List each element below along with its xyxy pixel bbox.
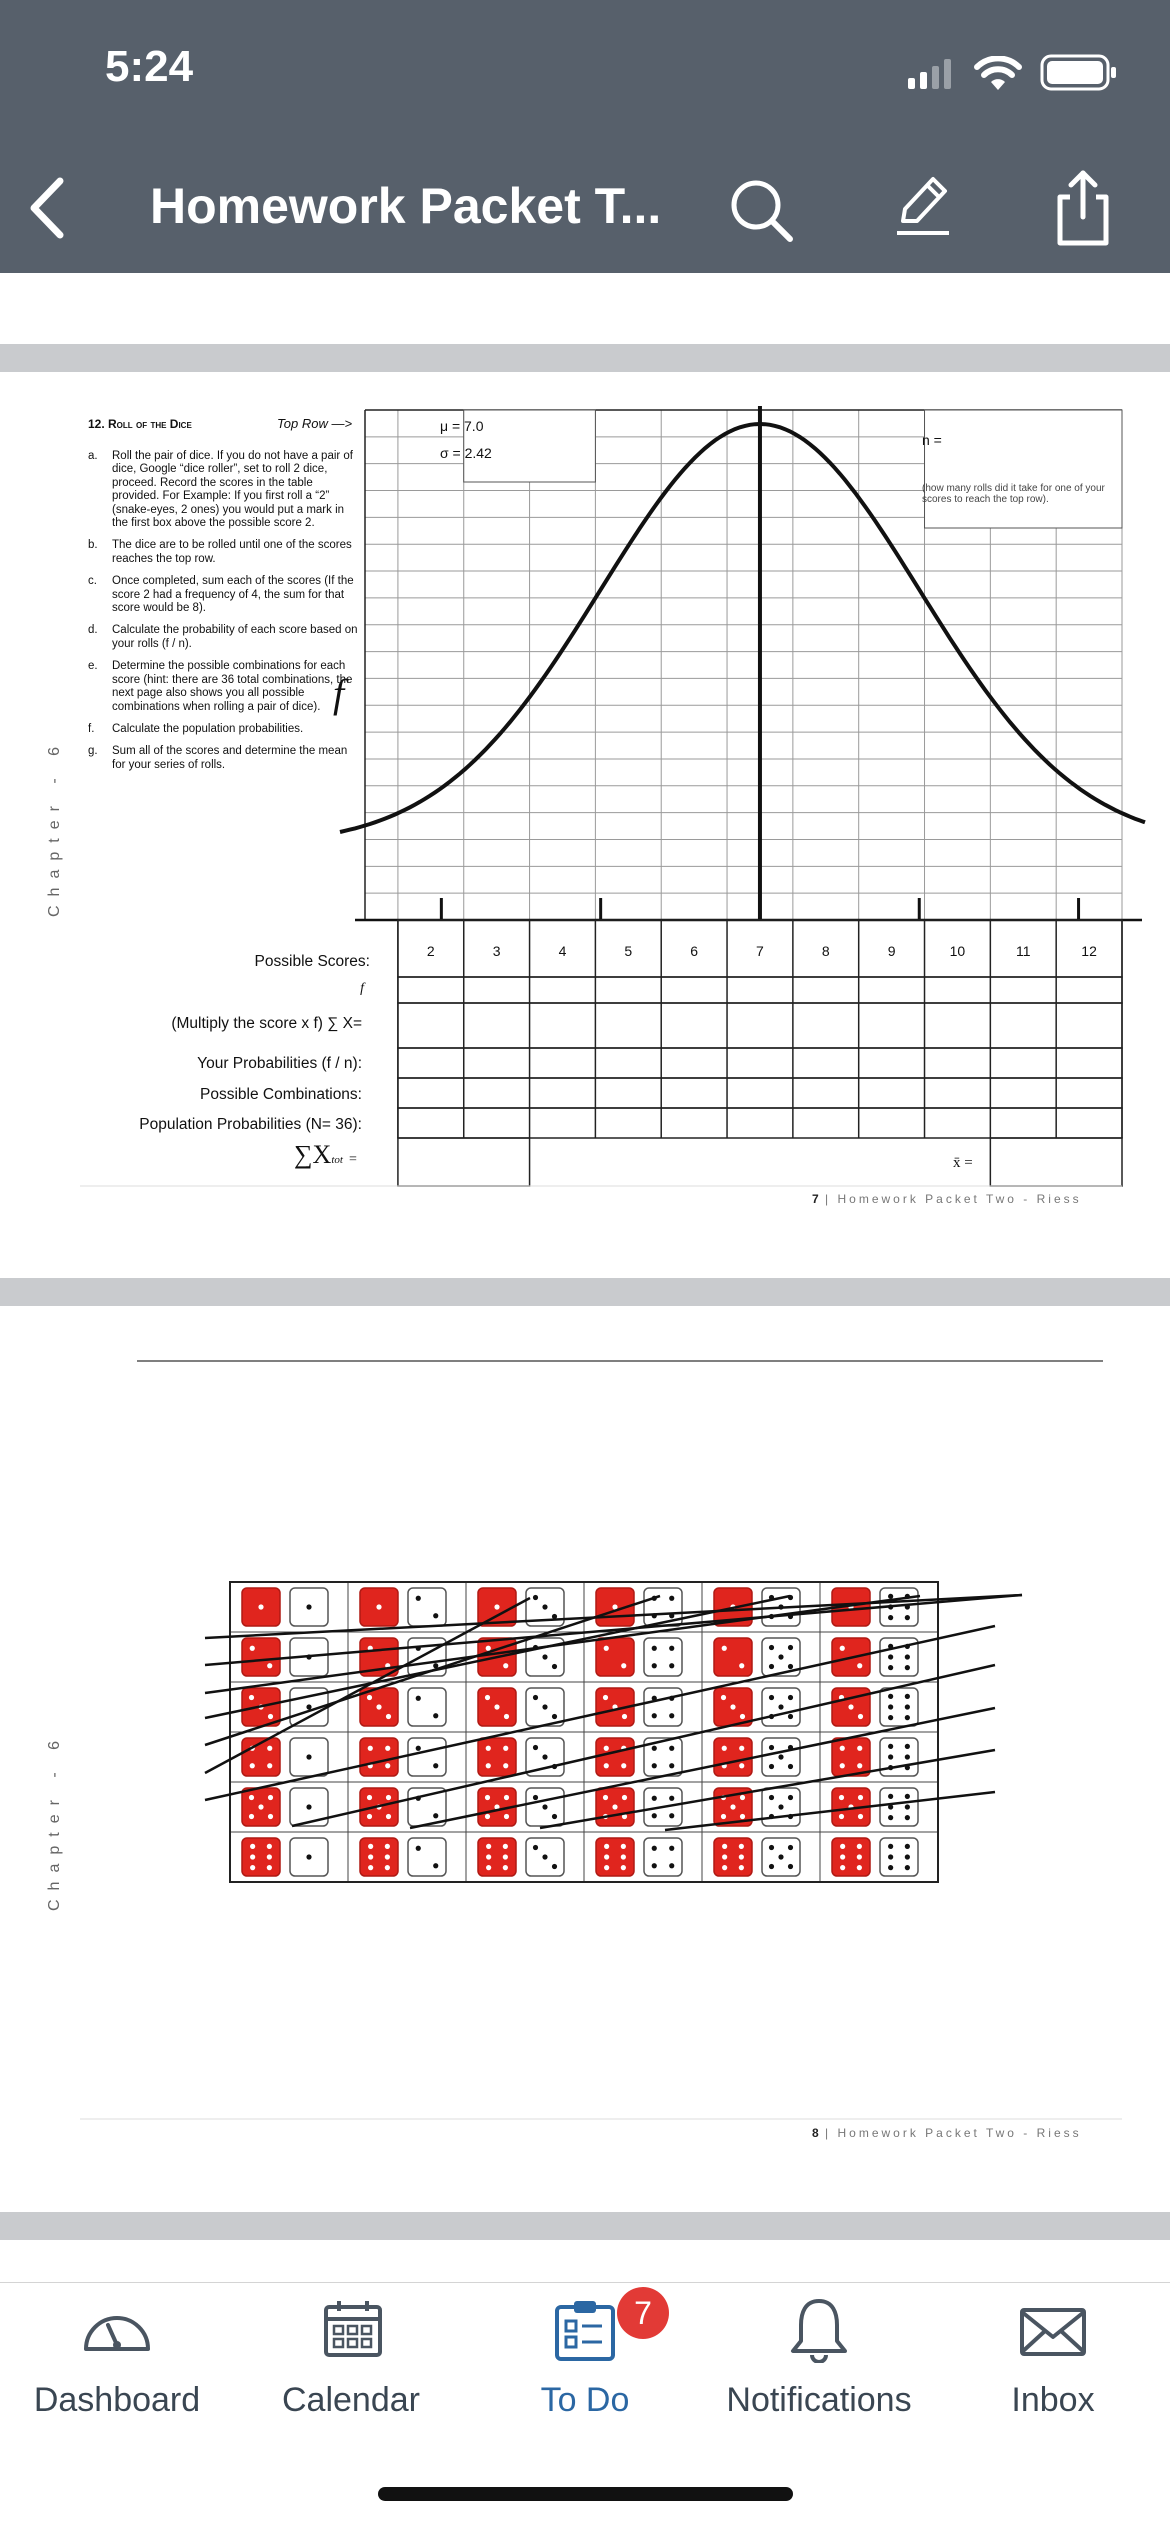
- score-label: 12: [1081, 943, 1097, 959]
- die-pip: [905, 1665, 910, 1670]
- die-pip: [385, 1854, 390, 1859]
- die-pip: [604, 1865, 609, 1870]
- die-pip: [552, 1714, 557, 1719]
- die-pip: [840, 1854, 845, 1859]
- die-pip: [367, 1695, 372, 1700]
- die-pip: [416, 1596, 421, 1601]
- die-pip: [840, 1865, 845, 1870]
- die-pip: [722, 1844, 727, 1849]
- red-die: [360, 1738, 398, 1776]
- white-die: [408, 1688, 446, 1726]
- die-pip: [367, 1814, 372, 1819]
- die-pip: [542, 1804, 547, 1809]
- die-pip: [858, 1795, 863, 1800]
- die-pip: [669, 1596, 674, 1601]
- die-pip: [778, 1854, 783, 1859]
- die-pip: [778, 1704, 783, 1709]
- die-pip: [385, 1746, 390, 1751]
- die-pip: [857, 1763, 862, 1768]
- die-pip: [788, 1864, 793, 1869]
- score-label: 6: [690, 943, 699, 959]
- die-pip: [249, 1695, 254, 1700]
- die-pip: [621, 1663, 626, 1668]
- die-pip: [268, 1814, 273, 1819]
- die-pip: [503, 1746, 508, 1751]
- tab-label: Calendar: [282, 2381, 420, 2419]
- todo-count-badge: 7: [617, 2287, 669, 2339]
- die-pip: [486, 1854, 491, 1859]
- score-label: 7: [756, 943, 764, 959]
- die-pip: [249, 1814, 254, 1819]
- red-die: [360, 1838, 398, 1876]
- die-pip: [621, 1865, 626, 1870]
- die-pip: [857, 1844, 862, 1849]
- die-pip: [267, 1844, 272, 1849]
- die-pip: [905, 1754, 910, 1759]
- instruction-letter: e.: [88, 660, 98, 673]
- die-pip: [888, 1615, 893, 1620]
- die-pip: [840, 1746, 845, 1751]
- score-label: 9: [887, 943, 896, 959]
- side-caption: Chapter - 6: [46, 1731, 63, 1911]
- tab-label: Inbox: [1011, 2381, 1095, 2419]
- bell-icon: [787, 2297, 851, 2363]
- die-pip: [306, 1854, 311, 1859]
- score-label: 3: [492, 943, 501, 959]
- die-pip: [621, 1763, 626, 1768]
- die-pip: [840, 1763, 845, 1768]
- die-pip: [416, 1696, 421, 1701]
- white-die: [880, 1688, 918, 1726]
- die-pip: [485, 1695, 490, 1700]
- instruction-letter: b.: [88, 539, 98, 552]
- die-pip: [486, 1646, 491, 1651]
- die-pip: [652, 1813, 657, 1818]
- die-pip: [376, 1604, 381, 1609]
- die-pip: [503, 1865, 508, 1870]
- calendar-icon: [323, 2299, 383, 2359]
- instruction-text: Calculate the probability of each score based on your rolls (f / n).: [112, 624, 358, 650]
- top-row-label: Top Row —>: [277, 416, 353, 431]
- white-die: [880, 1738, 918, 1776]
- die-pip: [533, 1795, 538, 1800]
- tab-label: Notifications: [726, 2381, 912, 2419]
- die-pip: [769, 1845, 774, 1850]
- die-pip: [839, 1814, 844, 1819]
- die-pip: [722, 1746, 727, 1751]
- die-pip: [250, 1844, 255, 1849]
- die-pip: [778, 1804, 783, 1809]
- instruction-text: Once completed, sum each of the scores (If the score 2 had a frequency of 4, the sum for that score would be 8).: [112, 575, 354, 615]
- die-pip: [622, 1714, 627, 1719]
- row-label-combinations: Possible Combinations:: [200, 1086, 362, 1103]
- f-axis-label: f: [333, 671, 345, 716]
- die-pip: [250, 1763, 255, 1768]
- white-die: [880, 1838, 918, 1876]
- die-pip: [888, 1694, 893, 1699]
- page-title: Homework Packet T...: [150, 178, 662, 234]
- white-die: [880, 1788, 918, 1826]
- side-caption: Chapter - 6: [46, 737, 63, 917]
- dashboard-icon: [80, 2305, 154, 2355]
- die-pip: [267, 1746, 272, 1751]
- die-pip: [258, 1804, 263, 1809]
- die-pip: [433, 1613, 438, 1618]
- die-pip: [888, 1854, 893, 1859]
- die-pip: [769, 1645, 774, 1650]
- page-gap: [0, 2212, 1170, 2240]
- die-pip: [905, 1865, 910, 1870]
- die-pip: [769, 1695, 774, 1700]
- die-pip: [267, 1663, 272, 1668]
- die-pip: [533, 1845, 538, 1850]
- red-die: [242, 1838, 280, 1876]
- die-pip: [416, 1846, 421, 1851]
- die-pip: [848, 1704, 853, 1709]
- die-pip: [306, 1604, 311, 1609]
- red-die: [478, 1738, 516, 1776]
- instruction-letter: c.: [88, 575, 97, 588]
- die-pip: [268, 1795, 273, 1800]
- die-pip: [250, 1646, 255, 1651]
- die-pip: [905, 1804, 910, 1809]
- die-pip: [669, 1746, 674, 1751]
- die-pip: [721, 1814, 726, 1819]
- die-pip: [739, 1746, 744, 1751]
- die-pip: [652, 1763, 657, 1768]
- die-pip: [788, 1795, 793, 1800]
- die-pip: [267, 1865, 272, 1870]
- row-label-possible-scores: Possible Scores:: [254, 953, 370, 970]
- die-pip: [652, 1846, 657, 1851]
- score-label: 10: [949, 943, 966, 959]
- die-pip: [552, 1814, 557, 1819]
- die-pip: [788, 1645, 793, 1650]
- die-pip: [888, 1654, 893, 1659]
- die-pip: [604, 1746, 609, 1751]
- die-pip: [433, 1763, 438, 1768]
- die-pip: [788, 1695, 793, 1700]
- white-die: [644, 1838, 682, 1876]
- die-pip: [603, 1695, 608, 1700]
- die-pip: [552, 1664, 557, 1669]
- die-pip: [250, 1865, 255, 1870]
- die-pip: [621, 1854, 626, 1859]
- die-pip: [769, 1664, 774, 1669]
- die-pip: [857, 1865, 862, 1870]
- tab-dashboard[interactable]: [0, 2283, 234, 2473]
- status-time: 5:24: [105, 42, 194, 91]
- die-pip: [769, 1795, 774, 1800]
- die-pip: [857, 1854, 862, 1859]
- red-die: [596, 1738, 634, 1776]
- die-pip: [669, 1796, 674, 1801]
- die-pip: [778, 1754, 783, 1759]
- die-pip: [888, 1594, 893, 1599]
- red-die: [242, 1638, 280, 1676]
- die-pip: [888, 1865, 893, 1870]
- row-label-your-prob: Your Probabilities (f / n):: [197, 1055, 362, 1072]
- die-pip: [622, 1795, 627, 1800]
- die-pip: [839, 1795, 844, 1800]
- die-pip: [604, 1854, 609, 1859]
- die-pip: [857, 1663, 862, 1668]
- die-pip: [730, 1804, 735, 1809]
- die-pip: [652, 1796, 657, 1801]
- score-label: 5: [624, 943, 633, 959]
- die-pip: [740, 1814, 745, 1819]
- die-pip: [888, 1754, 893, 1759]
- die-pip: [306, 1754, 311, 1759]
- die-pip: [740, 1795, 745, 1800]
- instruction-text: Roll the pair of dice. If you do not have a pair of dice, Google “dice roller”, set to roll 2 dice, proceed. Record the scores in the table provided. For Example: If you first roll a “2” (snake-eyes, 2 ones) you would put a mark in the first box above the possible score 2.: [112, 450, 354, 530]
- die-pip: [250, 1854, 255, 1859]
- die-pip: [368, 1746, 373, 1751]
- white-die: [408, 1838, 446, 1876]
- die-pip: [386, 1795, 391, 1800]
- die-pip: [533, 1745, 538, 1750]
- die-pip: [905, 1844, 910, 1849]
- die-pip: [722, 1854, 727, 1859]
- die-pip: [905, 1854, 910, 1859]
- white-die: [408, 1788, 446, 1826]
- white-die: [408, 1588, 446, 1626]
- die-pip: [788, 1764, 793, 1769]
- die-pip: [486, 1844, 491, 1849]
- die-pip: [503, 1663, 508, 1668]
- die-pip: [669, 1863, 674, 1868]
- die-pip: [888, 1815, 893, 1820]
- die-pip: [669, 1813, 674, 1818]
- row-label-multiply: (Multiply the score x f) ∑ X=: [171, 1015, 362, 1032]
- die-pip: [485, 1795, 490, 1800]
- white-die: [408, 1738, 446, 1776]
- n-note: (how many rolls did it take for one of your scores to reach the top row).: [922, 483, 1105, 505]
- die-pip: [905, 1615, 910, 1620]
- tab-inbox[interactable]: [936, 2283, 1170, 2473]
- sigma-label: σ = 2.42: [440, 445, 492, 461]
- die-pip: [769, 1745, 774, 1750]
- die-pip: [669, 1663, 674, 1668]
- die-pip: [905, 1794, 910, 1799]
- die-pip: [905, 1815, 910, 1820]
- instruction-text: Calculate the population probabilities.: [112, 722, 304, 735]
- tab-notifications[interactable]: [702, 2283, 936, 2473]
- die-pip: [268, 1714, 273, 1719]
- page-footer: 8 | Homework Packet Two - Riess: [812, 2126, 1082, 2140]
- die-pip: [739, 1663, 744, 1668]
- tab-calendar[interactable]: [234, 2283, 468, 2473]
- red-die: [478, 1838, 516, 1876]
- instruction-letter: g.: [88, 745, 98, 758]
- die-pip: [669, 1646, 674, 1651]
- die-pip: [552, 1864, 557, 1869]
- instruction-text: The dice are to be rolled until one of the scores reaches the top row.: [112, 539, 352, 565]
- die-pip: [604, 1646, 609, 1651]
- die-pip: [652, 1646, 657, 1651]
- die-pip: [542, 1854, 547, 1859]
- die-pip: [386, 1814, 391, 1819]
- die-pip: [494, 1704, 499, 1709]
- instruction-text: Determine the possible combinations for each score (hint: there are 36 total combinations, the next page also shows you all possible combinations when rolling a pair of dice).: [112, 660, 353, 713]
- tab-label: Dashboard: [33, 2381, 201, 2419]
- die-pip: [604, 1844, 609, 1849]
- die-pip: [542, 1704, 547, 1709]
- die-pip: [652, 1746, 657, 1751]
- die-pip: [740, 1714, 745, 1719]
- die-pip: [386, 1714, 391, 1719]
- score-label: 2: [426, 943, 435, 959]
- red-die: [714, 1738, 752, 1776]
- die-pip: [858, 1714, 863, 1719]
- die-pip: [669, 1713, 674, 1718]
- die-pip: [542, 1754, 547, 1759]
- die-pip: [368, 1854, 373, 1859]
- die-pip: [739, 1865, 744, 1870]
- die-pip: [416, 1746, 421, 1751]
- die-pip: [368, 1844, 373, 1849]
- red-die: [714, 1838, 752, 1876]
- die-pip: [788, 1845, 793, 1850]
- die-pip: [486, 1746, 491, 1751]
- die-pip: [604, 1763, 609, 1768]
- die-pip: [888, 1744, 893, 1749]
- die-pip: [888, 1794, 893, 1799]
- die-pip: [730, 1704, 735, 1709]
- score-label: 8: [821, 943, 830, 959]
- die-pip: [888, 1704, 893, 1709]
- die-pip: [858, 1814, 863, 1819]
- die-pip: [905, 1715, 910, 1720]
- die-pip: [739, 1844, 744, 1849]
- die-pip: [385, 1865, 390, 1870]
- die-pip: [788, 1664, 793, 1669]
- die-pip: [905, 1704, 910, 1709]
- die-pip: [433, 1863, 438, 1868]
- score-label: 11: [1015, 943, 1031, 959]
- die-pip: [888, 1665, 893, 1670]
- die-pip: [612, 1604, 617, 1609]
- die-pip: [788, 1714, 793, 1719]
- die-pip: [249, 1795, 254, 1800]
- die-pip: [503, 1844, 508, 1849]
- die-pip: [603, 1795, 608, 1800]
- die-pip: [306, 1704, 311, 1709]
- instruction-letter: a.: [88, 450, 98, 462]
- die-pip: [385, 1844, 390, 1849]
- problem-heading: 12. Roll of the Dice: [88, 417, 192, 431]
- die-pip: [433, 1713, 438, 1718]
- die-pip: [486, 1763, 491, 1768]
- die-pip: [267, 1763, 272, 1768]
- die-pip: [739, 1854, 744, 1859]
- die-pip: [542, 1654, 547, 1659]
- die-pip: [504, 1795, 509, 1800]
- die-pip: [652, 1713, 657, 1718]
- sum-total-label: ∑Xtot =: [294, 1140, 357, 1169]
- red-die: [596, 1638, 634, 1676]
- die-pip: [722, 1865, 727, 1870]
- die-pip: [722, 1646, 727, 1651]
- inbox-icon: [1019, 2307, 1087, 2357]
- row-label-f: f: [360, 981, 364, 996]
- row-label-population: Population Probabilities (N= 36):: [139, 1116, 362, 1133]
- die-pip: [612, 1804, 617, 1809]
- die-pip: [504, 1714, 509, 1719]
- die-pip: [769, 1764, 774, 1769]
- mu-label: μ = 7.0: [440, 418, 484, 434]
- die-pip: [494, 1604, 499, 1609]
- die-pip: [485, 1814, 490, 1819]
- tab-label: To Do: [540, 2381, 630, 2419]
- die-pip: [905, 1654, 910, 1659]
- die-pip: [652, 1663, 657, 1668]
- die-pip: [306, 1804, 311, 1809]
- die-pip: [840, 1844, 845, 1849]
- die-pip: [905, 1694, 910, 1699]
- score-label: 4: [558, 943, 567, 959]
- instruction-text: Sum all of the scores and determine the mean for your series of rolls.: [112, 745, 348, 771]
- die-pip: [778, 1654, 783, 1659]
- white-die: [644, 1638, 682, 1676]
- die-pip: [533, 1695, 538, 1700]
- n-label: n =: [922, 432, 942, 448]
- home-indicator[interactable]: [378, 2487, 793, 2501]
- die-pip: [533, 1595, 538, 1600]
- red-die: [596, 1838, 634, 1876]
- die-pip: [367, 1795, 372, 1800]
- die-pip: [542, 1604, 547, 1609]
- red-die: [832, 1738, 870, 1776]
- die-pip: [739, 1763, 744, 1768]
- die-pip: [840, 1646, 845, 1651]
- die-pip: [376, 1704, 381, 1709]
- die-pip: [857, 1746, 862, 1751]
- page-footer: 7 | Homework Packet Two - Riess: [812, 1192, 1082, 1206]
- die-pip: [888, 1844, 893, 1849]
- red-die: [832, 1838, 870, 1876]
- die-pip: [368, 1865, 373, 1870]
- die-pip: [504, 1814, 509, 1819]
- die-pip: [769, 1864, 774, 1869]
- die-pip: [888, 1715, 893, 1720]
- die-pip: [652, 1863, 657, 1868]
- die-pip: [258, 1604, 263, 1609]
- die-pip: [669, 1846, 674, 1851]
- die-pip: [669, 1763, 674, 1768]
- red-die: [714, 1638, 752, 1676]
- die-pip: [503, 1854, 508, 1859]
- die-pip: [503, 1763, 508, 1768]
- die-pip: [486, 1865, 491, 1870]
- instruction-letter: f.: [88, 722, 95, 735]
- die-pip: [433, 1813, 438, 1818]
- die-pip: [905, 1744, 910, 1749]
- die-pip: [267, 1854, 272, 1859]
- xbar-label: x̄ =: [953, 1155, 973, 1171]
- white-die: [644, 1688, 682, 1726]
- todo-icon: [554, 2299, 616, 2363]
- die-pip: [621, 1844, 626, 1849]
- die-pip: [385, 1763, 390, 1768]
- instruction-letter: d.: [88, 624, 98, 637]
- die-pip: [721, 1695, 726, 1700]
